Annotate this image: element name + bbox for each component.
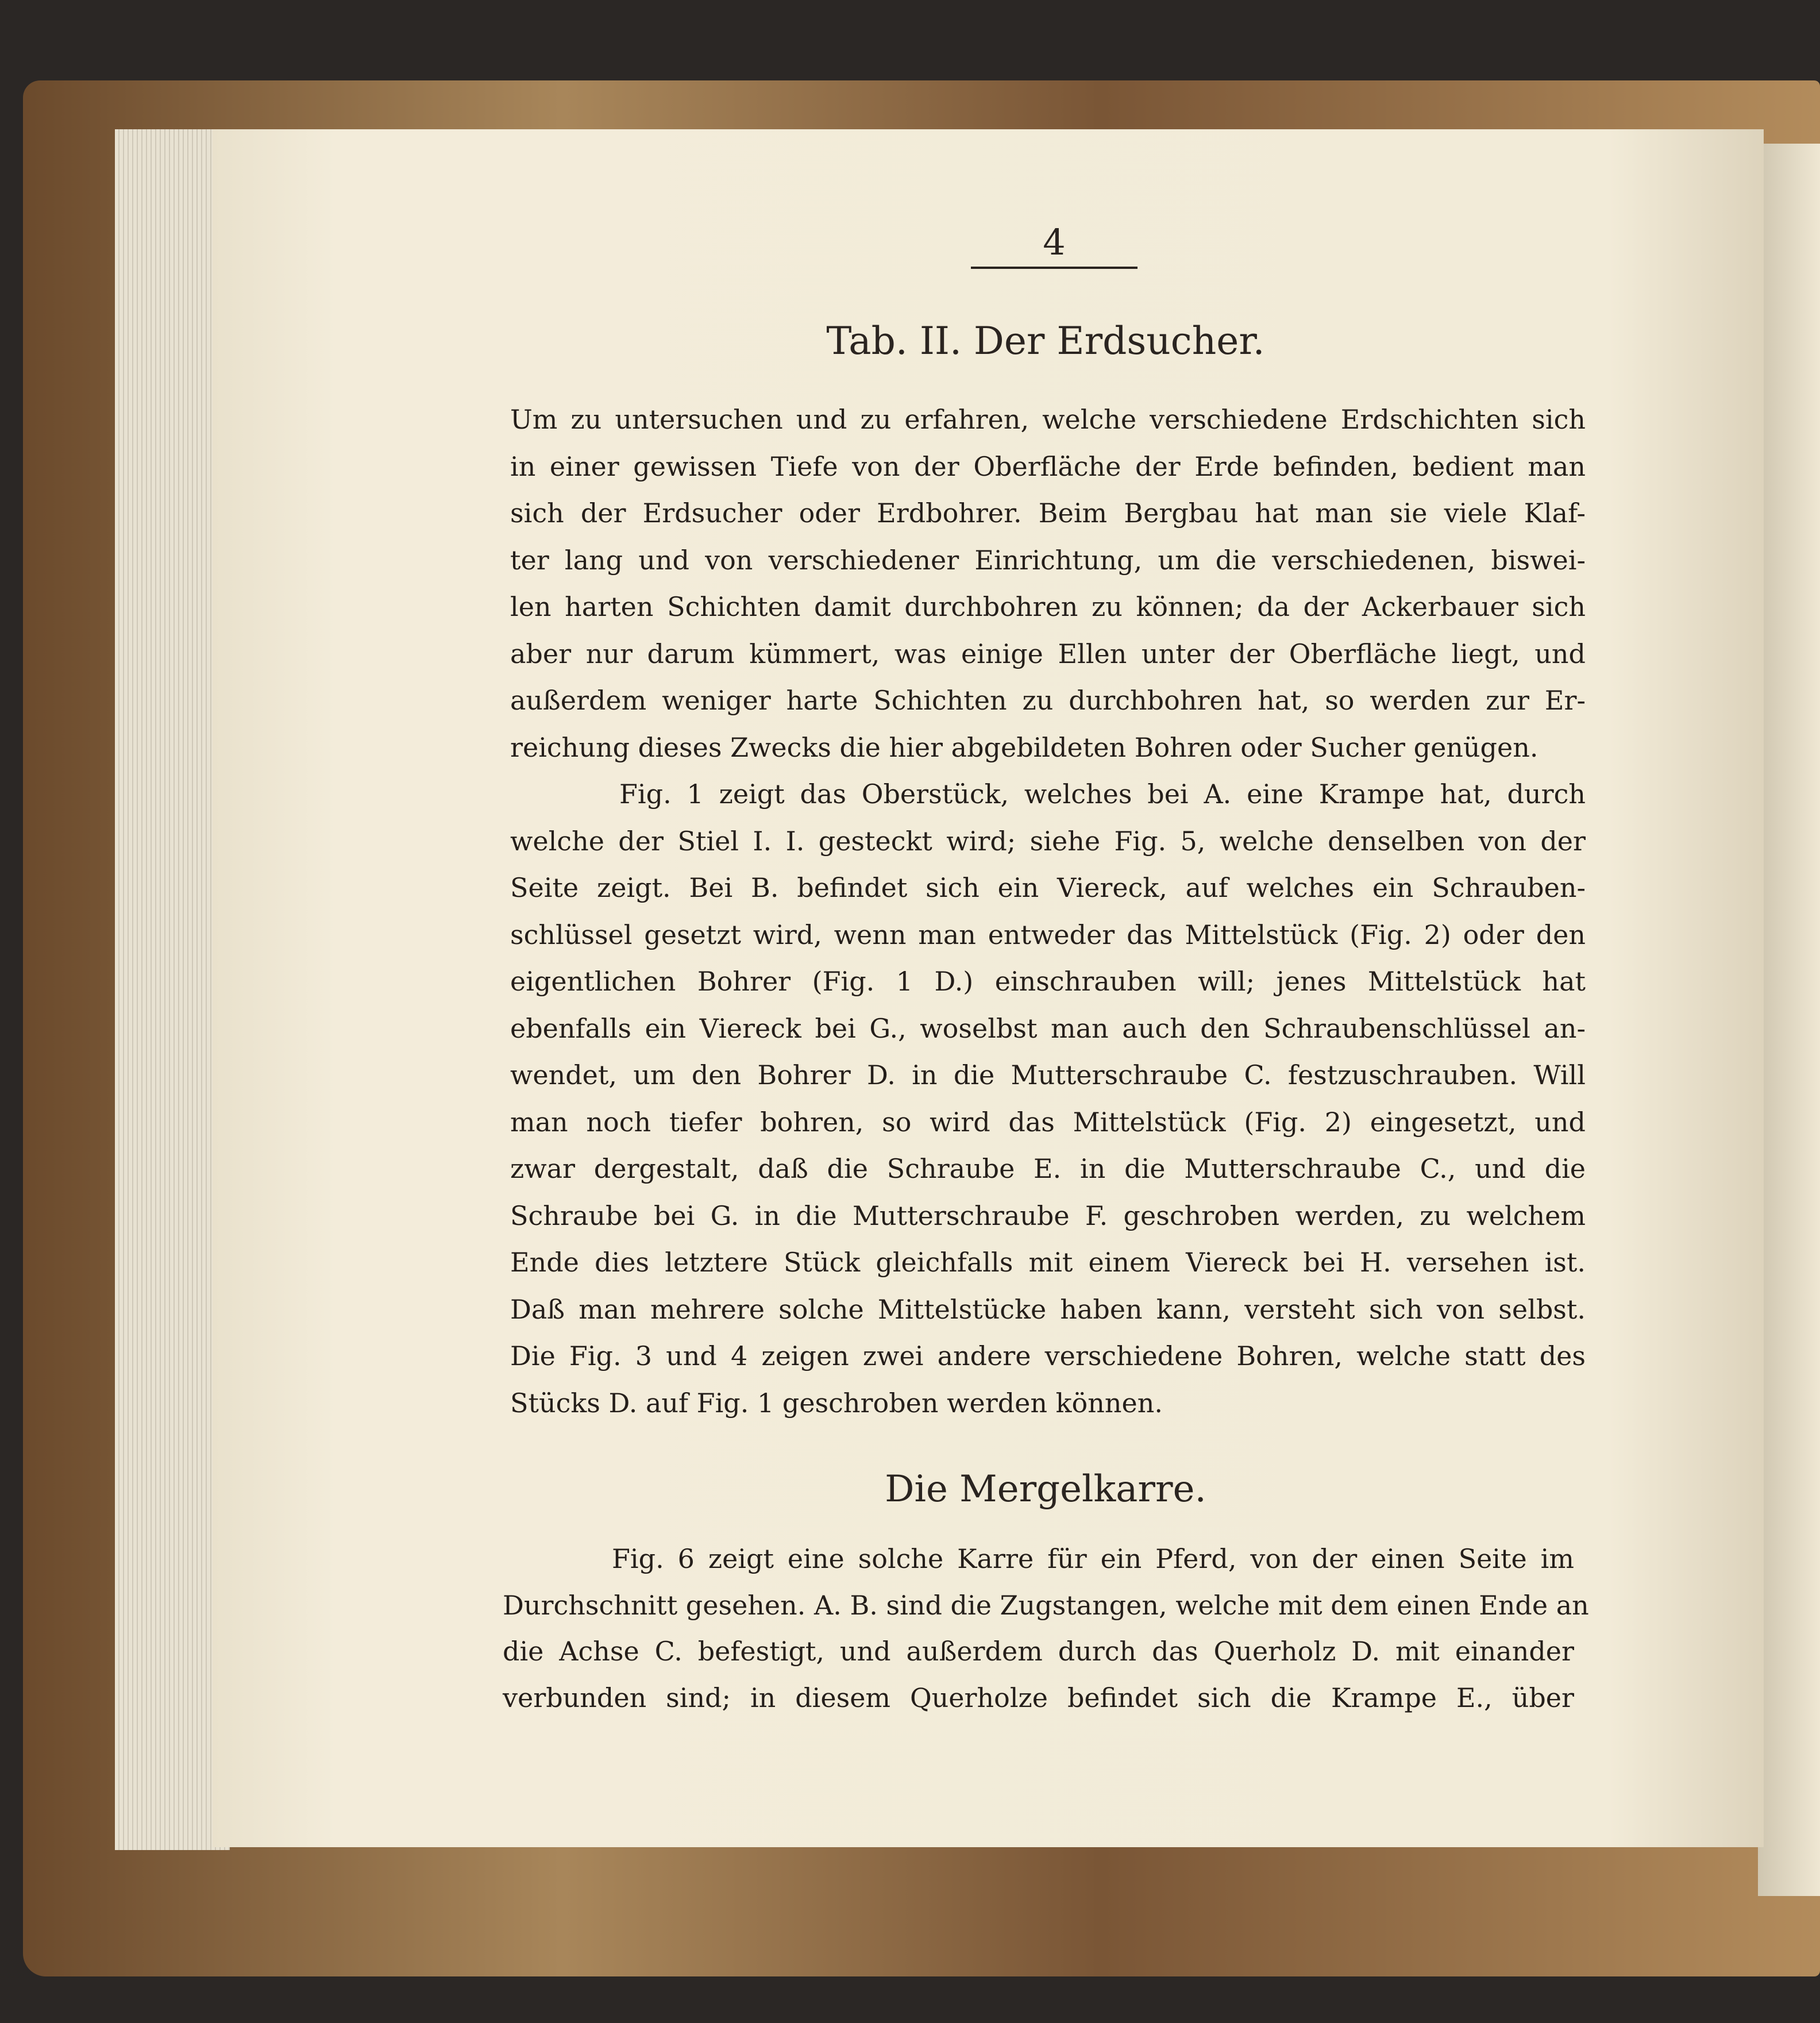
text-line: Stücks D. auf Fig. 1 geschroben werden können. bbox=[510, 1387, 1163, 1419]
text-line: Ende dies letztere Stück gleichfalls mit einem Viereck bei H. versehen ist. bbox=[510, 1247, 1586, 1278]
text-line: schlüssel gesetzt wird, wenn man entweder das Mittelstück (Fig. 2) oder den bbox=[510, 919, 1586, 950]
text-line: Fig. 6 zeigt eine solche Karre für ein Pferd, von der einen Seite im bbox=[612, 1543, 1574, 1574]
text-line: Daß man mehrere solche Mittelstücke haben kann, versteht sich von selbst. bbox=[510, 1293, 1586, 1325]
text-line: sich der Erdsucher oder Erdbohrer. Beim Bergbau hat man sie viele Klaf- bbox=[510, 498, 1586, 529]
text-line: Die Fig. 3 und 4 zeigen zwei andere verschiedene Bohren, welche statt des bbox=[510, 1340, 1586, 1371]
section-heading-mergelkarre: Die Mergelkarre. bbox=[885, 1468, 1206, 1510]
text-line: Durchschnitt gesehen. A. B. sind die Zugstangen, welche mit dem einen Ende an bbox=[503, 1589, 1589, 1621]
page-title: Tab. II. Der Erdsucher. bbox=[826, 319, 1265, 363]
text-line: Fig. 1 zeigt das Oberstück, welches bei A. eine Krampe hat, durch bbox=[619, 779, 1586, 810]
text-line: die Achse C. befestigt, und außerdem durch das Querholz D. mit einander bbox=[503, 1636, 1574, 1667]
text-line: len harten Schichten damit durchbohren zu können; da der Ackerbauer sich bbox=[510, 591, 1586, 622]
text-line: Schraube bei G. in die Mutterschraube F. geschroben werden, zu welchem bbox=[510, 1200, 1586, 1231]
text-line: zwar dergestalt, daß die Schraube E. in die Mutterschraube C., und die bbox=[510, 1153, 1586, 1184]
text-line: man noch tiefer bohren, so wird das Mittelstück (Fig. 2) eingesetzt, und bbox=[510, 1106, 1586, 1138]
facing-page-edge bbox=[1758, 144, 1820, 1896]
text-line: verbunden sind; in diesem Querholze befindet sich die Krampe E., über bbox=[503, 1682, 1574, 1713]
text-line: Seite zeigt. Bei B. befindet sich ein Viereck, auf welches ein Schrauben- bbox=[510, 872, 1586, 903]
text-line: welche der Stiel I. I. gesteckt wird; siehe Fig. 5, welche denselben von der bbox=[510, 825, 1586, 857]
text-line: ter lang und von verschiedener Einrichtung, um die verschiedenen, biswei- bbox=[510, 544, 1586, 576]
page-number: 4 bbox=[971, 221, 1138, 269]
text-line: Um zu untersuchen und zu erfahren, welche verschiedene Erdschichten sich bbox=[510, 404, 1586, 435]
text-line: wendet, um den Bohrer D. in die Mutterschraube C. festzuschrauben. Will bbox=[510, 1059, 1586, 1091]
text-line: ebenfalls ein Viereck bei G., woselbst man auch den Schraubenschlüssel an- bbox=[510, 1012, 1586, 1044]
text-line: außerdem weniger harte Schichten zu durchbohren hat, so werden zur Er- bbox=[510, 685, 1586, 716]
text-line: aber nur darum kümmert, was einige Ellen unter der Oberfläche liegt, und bbox=[510, 638, 1586, 669]
text-line: reichung dieses Zwecks die hier abgebildeten Bohren oder Sucher genügen. bbox=[510, 731, 1538, 763]
text-line: in einer gewissen Tiefe von der Oberfläche der Erde befinden, bedient man bbox=[510, 450, 1586, 482]
text-line: eigentlichen Bohrer (Fig. 1 D.) einschrauben will; jenes Mittelstück hat bbox=[510, 966, 1586, 997]
